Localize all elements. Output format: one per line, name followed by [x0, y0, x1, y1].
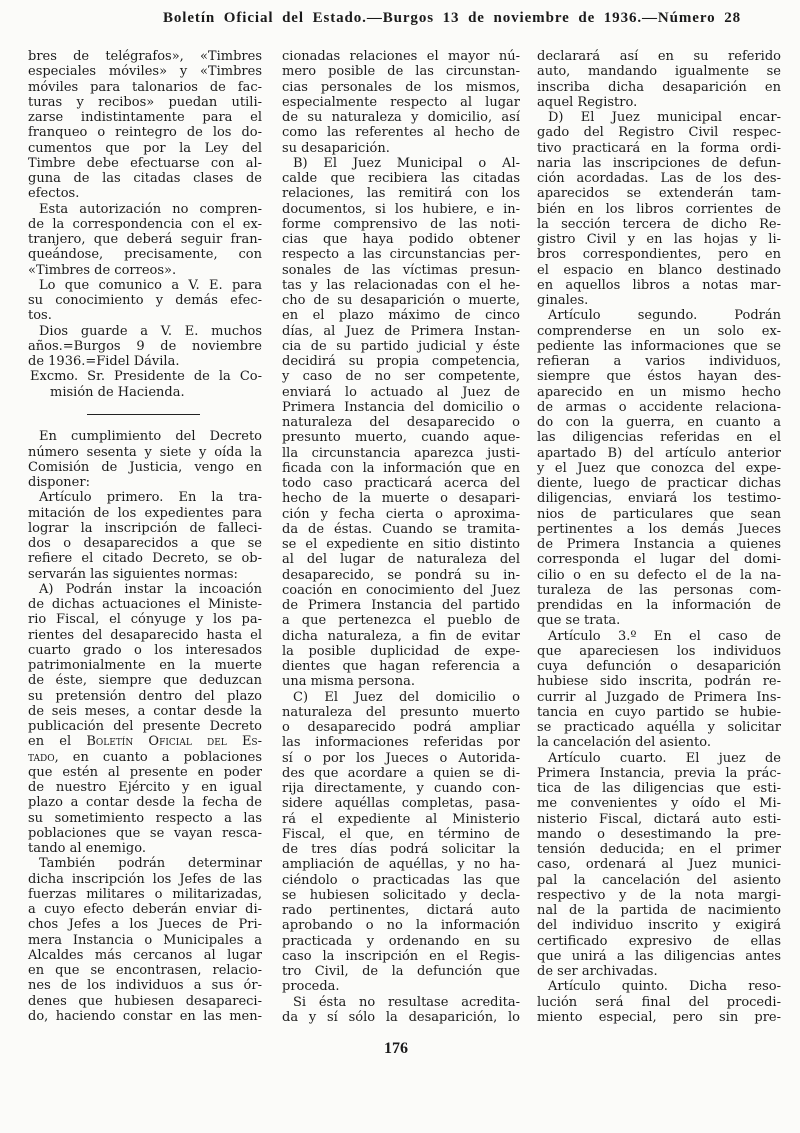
text-line: presunto muerto, cuando aque- — [282, 430, 520, 446]
text-line: de armas o accidente relaciona- — [537, 399, 781, 415]
text-line: dicha naturaleza, a fin de evitar — [282, 628, 520, 644]
text-line: Artículo cuarto. El juez de — [548, 750, 781, 766]
text-line: prendidas en la información de — [537, 598, 781, 613]
text-line: gado del Registro Civil respec- — [537, 125, 781, 141]
text-line: sonales de las víctimas presun- — [282, 262, 520, 278]
text-line: a que pertenezca el pueblo de — [282, 613, 520, 629]
text-line: cias personales de los mismos, — [282, 79, 520, 95]
text-line: efectos. — [28, 186, 80, 202]
text-line: tivo practicará en la forma ordi- — [537, 140, 781, 156]
paragraph — [537, 110, 781, 308]
text-line: hubiese sido inscrita, podrán re- — [537, 674, 781, 690]
text-line: respecto a las circunstancias per- — [282, 247, 520, 263]
paragraph — [282, 995, 520, 1026]
text-line — [28, 734, 262, 749]
text-line: tranjero, que deberá seguir fran- — [28, 232, 262, 247]
text-line: naria las inscripciones de defun- — [537, 155, 781, 171]
text-line: refiere el citado Decreto, se ob- — [28, 551, 262, 567]
text-line: auto, mandando igualmente se — [537, 64, 781, 80]
text-line: En cumplimiento del Decreto — [39, 429, 262, 445]
text-line — [28, 750, 262, 765]
text-line: tas y las relacionadas con el he- — [282, 277, 520, 293]
paragraph — [28, 856, 262, 1024]
paragraph — [28, 369, 262, 400]
text-line: rado pertinentes, dictará auto — [282, 903, 520, 918]
page-number: 176 — [384, 1040, 408, 1057]
text-line: rientes del desaparecido hasta el — [28, 627, 262, 643]
text-line: en que se encontrasen, relacio- — [28, 963, 262, 978]
text-line: A) Podrán instar la incoación — [39, 581, 262, 597]
text-line: Si ésta no resultase acredita- — [293, 994, 520, 1010]
text-line: pertinentes a los demás Jueces — [537, 521, 781, 537]
text-line: sidere aquéllas completas, pasa- — [282, 796, 520, 812]
text-line: D) El Juez municipal encar- — [548, 110, 781, 125]
text-line: enviará lo actuado al Juez de — [282, 384, 520, 400]
text-line: en el plazo máximo de cinco — [282, 308, 520, 324]
paragraph — [282, 156, 520, 690]
text-line: tro Civil, de la defunción que — [282, 964, 520, 979]
text-segment: en el — [28, 734, 87, 750]
text-line: apartado B) del artículo anterior — [537, 445, 781, 461]
text-line: mero posible de las circunstan- — [282, 64, 520, 80]
text-line: la sección tercera de dicho Re- — [537, 216, 781, 232]
text-line: rija directamente, y cuando con- — [282, 781, 520, 796]
text-line: chos Jefes a los Jueces de Pri- — [28, 917, 262, 933]
paragraph — [537, 629, 781, 751]
text-line: hecho de la muerte o desapari- — [282, 491, 520, 507]
text-line: cumentos que por la Ley del — [28, 140, 262, 156]
text-line: años.=Burgos 9 de noviembre — [28, 338, 262, 354]
text-line: se el expediente en sitio distinto — [282, 537, 520, 552]
text-line: de nuestro Ejército y en igual — [28, 780, 262, 795]
text-line: que se trata. — [537, 613, 621, 629]
text-line: las diligencias referidas en el — [537, 430, 781, 446]
running-header: Boletín Oficial del Estado.—Burgos 13 de noviembre de 1936.—Número 28 — [163, 10, 741, 26]
text-line: nal de la partida de nacimiento — [537, 903, 781, 918]
text-line: y caso de no ser competente, — [282, 369, 520, 385]
text-line: da de éstas. Cuando se tramita- — [282, 521, 520, 537]
text-line: número sesenta y siete y oída la — [28, 444, 262, 460]
text-line: bros correspondientes, pero en — [537, 247, 781, 263]
text-line: a cuyo efecto deberán enviar di- — [28, 902, 262, 917]
text-line: comprenderse en un solo ex- — [537, 323, 781, 339]
text-line: las informaciones referidas por — [282, 735, 520, 751]
text-line: También podrán determinar — [39, 856, 262, 872]
text-line: una misma persona. — [282, 674, 415, 690]
text-line: en aquellos libros a notas mar- — [537, 277, 781, 293]
paragraph — [28, 202, 262, 278]
text-line: patrimonialmente en la muerte — [28, 658, 262, 673]
text-line: documentos, si los hubiere, e in- — [282, 201, 520, 217]
text-line: «Timbres de correos». — [28, 262, 177, 278]
text-line: que apareciesen los individuos — [537, 643, 781, 659]
text-line: ción y fecha cierta o aproxima- — [282, 506, 520, 522]
divider-rule — [87, 414, 200, 415]
text-line: aprobando o no la información — [282, 918, 520, 934]
text-line: Artículo quinto. Dicha reso- — [548, 979, 781, 995]
text-line: respectivo y de la nota margi- — [537, 887, 781, 903]
text-line: la cancelación del asiento. — [537, 735, 712, 751]
section-divider — [28, 400, 262, 430]
text-line: rá el expediente al Ministerio — [282, 811, 520, 827]
text-line: lograr la inscripción de falleci- — [28, 520, 262, 536]
text-line: su conocimiento y demás efec- — [28, 293, 262, 308]
text-line: turas y recibos» puedan utili- — [28, 94, 262, 110]
text-line: queándose, precisamente, con — [28, 247, 262, 263]
text-line: Esta autorización no compren- — [39, 201, 262, 217]
text-line: Artículo primero. En la tra- — [39, 490, 262, 506]
text-line: tancia en cuyo partido se hubie- — [537, 704, 781, 720]
text-line: Lo que comunico a V. E. para — [39, 277, 262, 293]
text-line: al del lugar de naturaleza del — [282, 552, 520, 568]
text-line: su pretensión dentro del plazo — [28, 688, 262, 704]
text-line: bres de telégrafos», «Timbres — [28, 49, 262, 64]
text-line: de su naturaleza y domicilio, así — [282, 110, 520, 125]
text-line: ción acordadas. Las de los des- — [537, 171, 781, 186]
text-line: nes de los individuos a sus ór- — [28, 978, 262, 994]
text-line: móviles para talonarios de fac- — [28, 79, 262, 95]
text-line: como las referentes al hecho de — [282, 125, 520, 141]
text-line: lución será final del procedi- — [537, 994, 781, 1010]
text-line: aparecido en un mismo hecho — [537, 384, 781, 400]
text-line: ginales. — [537, 293, 589, 308]
paragraph — [282, 49, 520, 156]
text-line: naturaleza del desaparecido o — [282, 415, 520, 430]
column-3 — [537, 49, 781, 1025]
text-line: Dios guarde a V. E. muchos — [39, 323, 262, 339]
paragraph — [537, 308, 781, 628]
text-line: de Primera Instancia del partido — [282, 598, 520, 613]
text-line: de ser archivadas. — [537, 964, 658, 979]
text-line: aquel Registro. — [537, 94, 638, 110]
text-line: ficada con la información que en — [282, 460, 520, 476]
text-line: Excmo. Sr. Presidente de la Co- — [30, 369, 262, 385]
text-line: franqueo o reintegro de los do- — [28, 125, 262, 141]
text-line: misión de Hacienda. — [50, 384, 185, 400]
text-line: pediente las informaciones que se — [537, 338, 781, 354]
text-line: rio Fiscal, el cónyuge y los pa- — [28, 612, 262, 628]
paragraph — [282, 690, 520, 995]
text-line: Comisión de Justicia, vengo en — [28, 459, 262, 475]
text-line: do con la guerra, en cuanto a — [537, 415, 781, 430]
text-line: ampliación de aquéllas, y no ha- — [282, 857, 520, 873]
text-line: fuerzas militares o militarizadas, — [28, 886, 262, 902]
text-line: Fiscal, el que, en término de — [282, 826, 520, 842]
text-line: Artículo 3.º En el caso de — [548, 628, 781, 644]
text-line: de seis meses, a contar desde la — [28, 703, 262, 719]
text-line: B) El Juez Municipal o Al- — [293, 155, 520, 171]
text-line: gistro Civil y en las hojas y li- — [537, 232, 781, 247]
text-line: coación en conocimiento del Juez — [282, 582, 520, 598]
paragraph — [537, 49, 781, 110]
text-line: cionadas relaciones el mayor nú- — [282, 49, 520, 64]
text-line: o desaparecido podrá ampliar — [282, 720, 520, 735]
column-2 — [282, 49, 520, 1025]
text-line: forme comprensivo de las noti- — [282, 216, 520, 232]
text-line: naturaleza del presunto muerto — [282, 704, 520, 720]
text-line: especiales móviles» y «Timbres — [28, 64, 262, 80]
text-line: cuya defunción o desaparición — [537, 659, 781, 674]
text-line: tando al enemigo. — [28, 841, 146, 856]
text-line: practicada y ordenando en su — [282, 933, 520, 949]
text-line: de dichas actuaciones el Ministe- — [28, 597, 262, 612]
text-line: nisterio Fiscal, dictará auto esti- — [537, 811, 781, 827]
text-line: caso, ordenará al Juez munici- — [537, 857, 781, 873]
text-line: decidirá su propia competencia, — [282, 354, 520, 369]
text-line: cia de su partido judicial y éste — [282, 338, 520, 354]
paragraph — [28, 429, 262, 490]
text-line: turaleza de las personas com- — [537, 582, 781, 598]
text-line: días, al Juez de Primera Instan- — [282, 323, 520, 339]
text-line: inscriba dicha desaparición en — [537, 79, 781, 95]
paragraph — [28, 278, 262, 324]
text-line: corresponda el lugar del domi- — [537, 552, 781, 568]
text-line: plazo a contar desde la fecha de — [28, 795, 262, 811]
text-line: Primera Instancia del domicilio o — [282, 399, 520, 415]
text-line: que estén al presente en poder — [28, 764, 262, 780]
text-line: y el Juez que conozca del expe- — [537, 460, 781, 476]
text-line: lla circunstancia aparezca justi- — [282, 445, 520, 461]
text-line: publicación del presente Decreto — [28, 719, 262, 734]
text-line: Alcaldes más cercanos al lugar — [28, 947, 262, 963]
text-line: des que acordare a quien se di- — [282, 765, 520, 781]
text-line: declarará así en su referido — [537, 49, 781, 64]
text-line: do, haciendo constar en las men- — [28, 1008, 262, 1024]
text-line: me convenientes y oído el Mi- — [537, 796, 781, 812]
text-line: desaparecido, se pondrá su in- — [282, 567, 520, 583]
text-line: dientes que hagan referencia a — [282, 659, 520, 674]
text-line: sí o por los Jueces o Autorida- — [282, 750, 520, 766]
text-line: servarán las siguientes normas: — [28, 566, 238, 582]
text-line: de 1936.=Fidel Dávila. — [28, 354, 180, 369]
text-line: dos o desaparecidos a que se — [28, 536, 262, 551]
text-line: tica de las diligencias que esti- — [537, 781, 781, 796]
text-line: mera Instancia o Municipales a — [28, 932, 262, 948]
text-line: de la correspondencia con el ex- — [28, 216, 262, 232]
small-caps-text: tado — [28, 749, 55, 765]
text-line: el espacio en blanco destinado — [537, 262, 781, 278]
text-line: pal la cancelación del asiento — [537, 872, 781, 888]
text-line: da y sí sólo la desaparición, lo — [282, 1009, 520, 1025]
text-line: diligencias, enviará los testimo- — [537, 491, 781, 507]
text-segment: , en cuanto a poblaciones — [54, 749, 262, 765]
text-line: especialmente respecto al lugar — [282, 94, 520, 110]
text-line: la posible duplicidad de expe- — [282, 643, 520, 659]
paragraph — [28, 490, 262, 582]
text-line: cho de su desaparición o muerte, — [282, 293, 520, 308]
text-line: currir al Juzgado de Primera Ins- — [537, 689, 781, 705]
text-line: caso la inscripción en el Regis- — [282, 948, 520, 964]
text-line: su sometimiento respecto a las — [28, 810, 262, 826]
column-1 — [28, 49, 262, 1024]
text-line: refieran a varios individuos, — [537, 354, 781, 369]
text-line: calde que recibiera las citadas — [282, 171, 520, 186]
text-line: se hubiesen solicitado y decla- — [282, 887, 520, 903]
text-line: zarse indistintamente para el — [28, 110, 262, 125]
text-line: guna de las citadas clases de — [28, 171, 262, 186]
text-line: bién en los libros corrientes de — [537, 201, 781, 217]
paragraph — [28, 49, 262, 202]
text-line: de tres días podrá solicitar la — [282, 842, 520, 857]
paragraph — [537, 979, 781, 1025]
text-line: aparecidos se extenderán tam- — [537, 186, 781, 202]
text-line: del individuo inscrito y exigirá — [537, 918, 781, 934]
paragraph — [28, 324, 262, 370]
text-line: proceda. — [282, 979, 340, 995]
text-line: Artículo segundo. Podrán — [548, 308, 781, 324]
text-line: ciéndolo o practicadas las que — [282, 872, 520, 888]
small-caps-text: Boletín Oficial del Es- — [86, 734, 262, 750]
text-line: su desaparición. — [282, 140, 390, 156]
text-line: de éste, siempre que deduzcan — [28, 673, 262, 689]
text-line: mando o desestimando la pre- — [537, 826, 781, 842]
text-line: de Primera Instancia a quienes — [537, 537, 781, 552]
text-line: dicha inscripción los Jefes de las — [28, 871, 262, 887]
text-line: cias que haya podido obtener — [282, 232, 520, 247]
text-line: todo caso practicará acerca del — [282, 476, 520, 491]
text-line: miento especial, pero sin pre- — [537, 1009, 781, 1025]
text-line: mitación de los expedientes para — [28, 505, 262, 521]
text-line: se practicado aquélla y solicitar — [537, 720, 781, 735]
paragraph — [28, 582, 262, 857]
text-line: que unirá a las diligencias antes — [537, 948, 781, 964]
text-line: tensión deducida; en el primer — [537, 842, 781, 857]
text-line: poblaciones que se vayan resca- — [28, 825, 262, 841]
text-line: cilio o en su defecto el de la na- — [537, 567, 781, 583]
text-line: nios de particulares que sean — [537, 506, 781, 522]
text-line: disponer: — [28, 475, 90, 490]
text-line: Timbre debe efectuarse con al- — [28, 155, 262, 171]
text-line: relaciones, las remitirá con los — [282, 186, 520, 202]
text-line: Primera Instancia, previa la prác- — [537, 765, 781, 781]
paragraph — [537, 751, 781, 980]
text-line: certificado expresivo de ellas — [537, 933, 781, 949]
text-line: denes que hubiesen desapareci- — [28, 993, 262, 1009]
text-line: cuarto grado o los interesados — [28, 642, 262, 658]
text-line: tos. — [28, 308, 52, 324]
text-line: C) El Juez del domicilio o — [293, 689, 520, 705]
text-line: siempre que éstos hayan des- — [537, 369, 781, 385]
text-line: diente, luego de practicar dichas — [537, 476, 781, 491]
